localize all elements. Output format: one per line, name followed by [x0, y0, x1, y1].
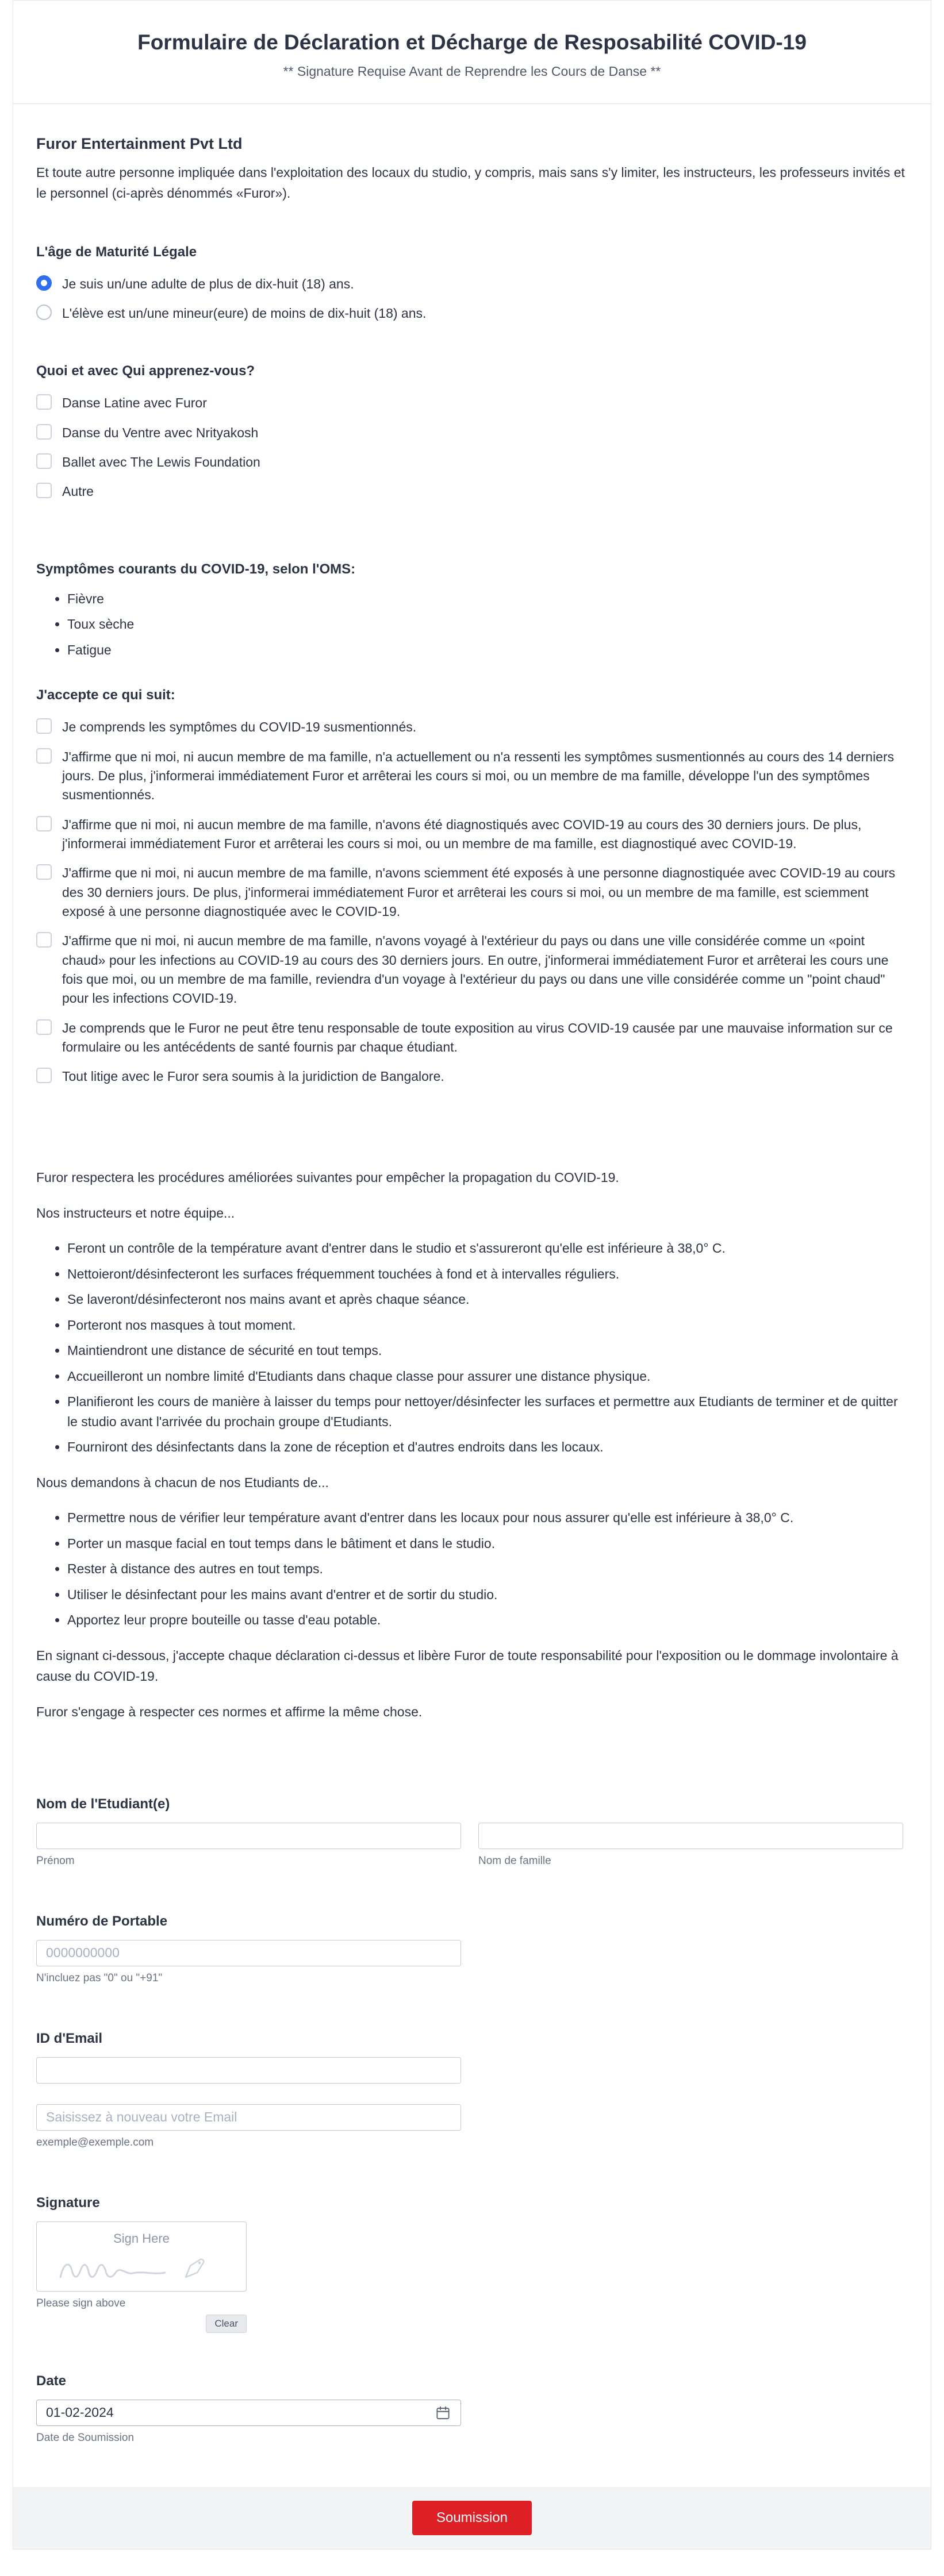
- option-label: Je suis un/une adulte de plus de dix-huit (18) ans.: [62, 276, 354, 291]
- last-name-input[interactable]: [478, 1823, 903, 1849]
- email-field-label: ID d'Email: [36, 2030, 103, 2046]
- symptoms-heading: Symptômes courants du COVID-19, selon l'OMS:: [36, 561, 356, 577]
- option-label: L'élève est un/une mineur(eure) de moins de dix-huit (18) ans.: [62, 306, 427, 321]
- date-field-label: Date: [36, 2373, 67, 2389]
- checkbox-option-latine[interactable]: [36, 393, 908, 413]
- checkbox-icon[interactable]: [36, 748, 52, 764]
- checkbox-icon[interactable]: [36, 394, 52, 410]
- submit-area: [13, 2487, 931, 2549]
- list-item: • Fatigue: [67, 640, 908, 660]
- option-label: Autre: [62, 484, 94, 499]
- phone-sublabel: N'incluez pas "0" ou "+91": [36, 1972, 163, 1984]
- procedures-intro: Furor respectera les procédures améliorées suivantes pour empêcher la propagation du COVID-19.: [36, 1169, 619, 1185]
- checkbox-icon[interactable]: [36, 424, 52, 440]
- agreement-option-1[interactable]: [36, 717, 908, 737]
- phone-field-label: Numéro de Portable: [36, 1913, 168, 1929]
- agreement-option-6[interactable]: [36, 1018, 908, 1057]
- students-list: [36, 1508, 908, 1630]
- submit-button[interactable]: Soumission: [412, 2501, 532, 2535]
- list-item: • Porter un masque facial en tout temps dans le bâtiment et dans le studio.: [67, 1534, 908, 1554]
- signature-field-label: Signature: [36, 2194, 100, 2211]
- email-confirm-input[interactable]: [36, 2104, 461, 2131]
- list-item: • Feront un contrôle de la température avant d'entrer dans le studio et s'assureront qu'elle est inférieure à 38,0° C.: [67, 1238, 908, 1258]
- list-item: • Utiliser le désinfectant pour les mains avant d'entrer et de sortir du studio.: [67, 1585, 908, 1605]
- field-student-name: [36, 1796, 908, 1867]
- clear-signature-button[interactable]: Clear: [206, 2315, 247, 2333]
- learn-with-label: Quoi et avec Qui apprenez-vous?: [36, 363, 255, 379]
- closing-paragraph: En signant ci-dessous, j'accepte chaque déclaration ci-dessus et libère Furor de toute responsabilité pour l'exposition ou le dommage involontaire à cause du COVID-19.: [36, 1647, 899, 1684]
- list-item: • Fièvre: [67, 589, 908, 609]
- checkbox-icon[interactable]: [36, 1019, 52, 1035]
- radio-unselected-icon[interactable]: [36, 305, 52, 320]
- signature-pad[interactable]: [36, 2221, 247, 2292]
- list-item: • Se laveront/désinfecteront nos mains avant et après chaque séance.: [67, 1289, 908, 1310]
- field-learn-with: [36, 363, 908, 501]
- checkbox-icon[interactable]: [36, 483, 52, 498]
- list-item: • Nettoieront/désinfecteront les surfaces fréquemment touchées à fond et à intervalles réguliers.: [67, 1264, 908, 1284]
- agreement-option-2[interactable]: [36, 747, 908, 805]
- field-phone: [36, 1913, 908, 1985]
- radio-selected-icon[interactable]: [36, 275, 52, 291]
- radio-option-minor[interactable]: [36, 303, 908, 323]
- option-label: Je comprends que le Furor ne peut être tenu responsable de toute exposition au virus COVID-19 causée par une mauvaise information sur ce formulaire ou les antécédents de santé fournis par chaque étudiant.: [62, 1020, 893, 1055]
- field-date: [36, 2373, 908, 2444]
- legal-age-label: L'âge de Maturité Légale: [36, 244, 197, 260]
- date-input-wrap: [36, 2400, 461, 2426]
- company-description: Et toute autre personne impliquée dans l'exploitation des locaux du studio, y compris, mais sans s'y limiter, les instructeurs, les professeurs invités et le personnel (ci-après dénommés «Furor»).: [36, 165, 905, 201]
- checkbox-icon[interactable]: [36, 816, 52, 831]
- date-sublabel: Date de Soumission: [36, 2431, 135, 2444]
- email-sublabel: exemple@exemple.com: [36, 2136, 154, 2148]
- list-item: • Planifieront les cours de manière à laisser du temps pour nettoyer/désinfecter les surfaces et permettre aux Etudiants de terminer et de quitter le studio avant l'arrivée du prochain groupe d'Etudiants.: [67, 1392, 908, 1431]
- field-signature: [36, 2195, 908, 2333]
- students-heading: Nous demandons à chacun de nos Etudiants de...: [36, 1474, 329, 1490]
- name-field-label: Nom de l'Etudiant(e): [36, 1796, 170, 1812]
- first-name-col: [36, 1823, 461, 1867]
- option-label: Tout litige avec le Furor sera soumis à la juridiction de Bangalore.: [62, 1069, 444, 1084]
- symptoms-section: [36, 561, 908, 660]
- signature-footer: [36, 2297, 247, 2333]
- signature-sublabel: Please sign above: [36, 2297, 126, 2309]
- agreement-option-7[interactable]: [36, 1066, 908, 1086]
- list-item: • Maintiendront une distance de sécurité en tout temps.: [67, 1341, 908, 1361]
- form-content: [13, 135, 931, 2456]
- company-heading: Furor Entertainment Pvt Ltd: [36, 135, 243, 152]
- calendar-icon[interactable]: [435, 2405, 451, 2420]
- email-input[interactable]: [36, 2057, 461, 2084]
- agreement-option-5[interactable]: [36, 931, 908, 1008]
- option-label: Ballet avec The Lewis Foundation: [62, 455, 260, 470]
- checkbox-icon[interactable]: [36, 932, 52, 948]
- page-subtitle: ** Signature Requise Avant de Reprendre les Cours de Danse **: [283, 64, 661, 79]
- list-item: • Toux sèche: [67, 614, 908, 634]
- checkbox-option-ballet[interactable]: [36, 452, 908, 472]
- page-title: Formulaire de Déclaration et Décharge de Resposabilité COVID-19: [137, 30, 807, 54]
- intro-section: [36, 135, 908, 204]
- name-row: [36, 1823, 908, 1867]
- form-card: [13, 0, 931, 2550]
- email-confirm-wrap: [36, 2104, 908, 2149]
- checkbox-icon[interactable]: [36, 718, 52, 734]
- symptoms-list: [36, 589, 908, 660]
- signature-squiggle-icon: [52, 2252, 231, 2288]
- list-item: • Porteront nos masques à tout moment.: [67, 1315, 908, 1335]
- agreement-label: J'accepte ce qui suit:: [36, 687, 175, 703]
- list-item: • Accueilleront un nombre limité d'Etudiants dans chaque classe pour assurer une distance physique.: [67, 1366, 908, 1387]
- form-header: [13, 1, 931, 104]
- checkbox-option-ventre[interactable]: [36, 423, 908, 442]
- last-name-sublabel: Nom de famille: [478, 1854, 551, 1867]
- agreement-option-4[interactable]: [36, 863, 908, 921]
- agreement-option-3[interactable]: [36, 815, 908, 854]
- checkbox-icon[interactable]: [36, 1068, 52, 1083]
- checkbox-icon[interactable]: [36, 453, 52, 469]
- first-name-input[interactable]: [36, 1823, 461, 1849]
- option-label: Danse Latine avec Furor: [62, 395, 207, 411]
- option-label: J'affirme que ni moi, ni aucun membre de ma famille, n'avons été diagnostiqués avec COVID-19 au cours des 30 derniers jours. De plus, j'informerai immédiatement Furor et arrêterai les cours si moi, ou un membre de ma famille, est diagnostiqué avec COVID-19.: [62, 817, 862, 851]
- field-agreement: [36, 687, 908, 1087]
- option-label: J'affirme que ni moi, ni aucun membre de ma famille, n'a actuellement ou n'a ressenti les symptômes susmentionnés au cours des 14 derniers jours. De plus, j'informerai immédiatement Furor et arrêterai les cours si moi, ou un membre de ma famille, développe l'un des symptômes susmentionnés.: [62, 749, 895, 803]
- first-name-sublabel: Prénom: [36, 1854, 75, 1867]
- list-item: • Permettre nous de vérifier leur température avant d'entrer dans les locaux pour nous assurer qu'elle est inférieure à 38,0° C.: [67, 1508, 908, 1528]
- option-label: J'affirme que ni moi, ni aucun membre de ma famille, n'avons sciemment été exposés à une personne diagnostiquée avec COVID-19 au cours des 30 derniers jours. De plus, j'informerai immédiatement Furor et arrêterai les cours si moi, ou un membre de ma famille, est sciemment exposé à une personne diagnostiquée avec le COVID-19.: [62, 865, 896, 919]
- last-name-col: [478, 1823, 903, 1867]
- checkbox-option-autre[interactable]: [36, 482, 908, 501]
- field-legal-age: [36, 244, 908, 324]
- option-label: J'affirme que ni moi, ni aucun membre de ma famille, n'avons voyagé à l'extérieur du pays ou dans une ville considérée comme un «point chaud» pour les infections au COVID-19 au cours des 30 derniers jours. En outre, j'informerai immédiatement Furor et arrêterai les cours une fois que moi, ou un membre de ma famille, reviendra d'un voyage à l'extérieur du pays ou dans une ville considérée comme un "point chaud" pour les infections COVID-19.: [62, 933, 889, 1006]
- pen-icon: [186, 2259, 204, 2277]
- phone-input[interactable]: [36, 1940, 461, 1966]
- option-label: Danse du Ventre avec Nrityakosh: [62, 425, 259, 440]
- procedures-section: [36, 1167, 908, 1723]
- clear-row: [36, 2315, 247, 2333]
- list-item: • Fourniront des désinfectants dans la zone de réception et d'autres endroits dans les locaux.: [67, 1437, 908, 1457]
- field-email: [36, 2031, 908, 2149]
- staff-heading: Nos instructeurs et notre équipe...: [36, 1206, 235, 1221]
- radio-option-adult[interactable]: [36, 274, 908, 294]
- closing-paragraph-2: Furor s'engage à respecter ces normes et affirme la même chose.: [36, 1704, 423, 1720]
- date-input[interactable]: [36, 2400, 461, 2426]
- list-item: • Apportez leur propre bouteille ou tasse d'eau potable.: [67, 1610, 908, 1630]
- list-item: • Rester à distance des autres en tout temps.: [67, 1559, 908, 1579]
- option-label: Je comprends les symptômes du COVID-19 susmentionnés.: [62, 719, 417, 735]
- sign-here-text: Sign Here: [113, 2231, 170, 2246]
- staff-list: [36, 1238, 908, 1457]
- checkbox-icon[interactable]: [36, 864, 52, 880]
